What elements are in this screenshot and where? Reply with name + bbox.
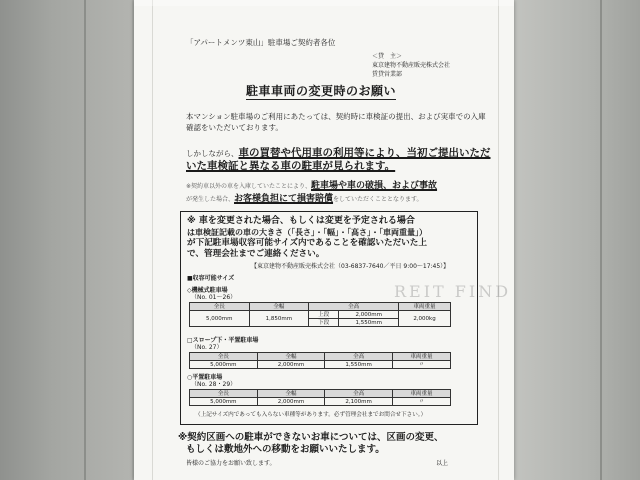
table-cell: 2,000mm (257, 398, 325, 406)
section-numbers: （No. 28・29） (191, 381, 237, 388)
table-header: 全高 (309, 303, 399, 311)
sender-label: ＜貸 主＞ (372, 53, 403, 60)
notice-line: ※ 車を変更された場合、もしくは変更を予定される場合 (187, 216, 415, 226)
notice-line: で、管理会社までご連絡ください。 (187, 249, 325, 259)
warning-emphasis: いた車検証と異なる車の駐車が見られます。 (186, 160, 396, 172)
liability-lead: ※契約車以外の車を入庫していたことにより、 (186, 183, 312, 190)
liability-line (186, 193, 423, 205)
table-cell: 下段 (309, 319, 339, 327)
table-cell: 2,000mm (257, 361, 325, 369)
concrete-wall-left (0, 0, 132, 480)
table-cell: 2,000mm (339, 311, 399, 319)
liability-lead: が発生した場合、 (186, 196, 235, 203)
intro-line: 本マンション駐車場のご利用にあたっては、契約時に車検証の提出、および実車での入庫 (186, 112, 486, 121)
sleeve-top (134, 0, 514, 6)
size-table-mechanical (189, 302, 451, 327)
page-title: 駐車車両の変更時のお願い (246, 84, 397, 98)
addressee: 「アパートメンツ東山」駐車場ご契約者各位 (186, 38, 336, 47)
table-cell: 〃 (392, 361, 450, 369)
section-name: ◇機械式駐車場 (187, 287, 228, 294)
notice-sheet (134, 0, 514, 480)
sheet-sleeve-edge (152, 0, 153, 480)
end-mark: 以上 (436, 460, 449, 467)
warning-line (186, 147, 491, 161)
sender-company: 東京建物不動産販売株式会社 (372, 62, 451, 69)
sheet-sleeve-edge (498, 0, 499, 480)
table-header: 全長 (190, 303, 250, 311)
contact-info: 【東京建物不動産販売株式会社（03-6837-7640／平日 9:00～17:45）】 (251, 263, 450, 270)
table-cell: 上段 (309, 311, 339, 319)
size-table-flat (189, 389, 451, 406)
intro-line: 確認をいただいております。 (186, 123, 283, 132)
size-table-slope (189, 352, 451, 369)
notice-line: は車検証記載の車の大きさ（「長さ」・「幅」・「高さ」・「車両重量」） (187, 228, 427, 237)
notice-box (180, 211, 478, 425)
liability-tail: をしていただくこととなります。 (333, 196, 423, 203)
table-header: 全幅 (257, 390, 325, 398)
table-cell: 5,000mm (190, 311, 250, 327)
sender-dept: 賃貸営業部 (372, 71, 403, 78)
liability-emphasis: お客様負担にて損害賠償 (234, 194, 334, 204)
table-cell: 1,850mm (249, 311, 309, 327)
table-header: 全高 (325, 390, 393, 398)
table-header: 車両重量 (399, 303, 451, 311)
liability-line (186, 180, 437, 192)
table-header: 全長 (190, 353, 258, 361)
table-header: 車両重量 (392, 353, 450, 361)
section-numbers: （No. 01～26） (191, 294, 237, 301)
table-header: 全幅 (257, 353, 325, 361)
notice-line: が下記駐車場収容可能サイズ内であることを確認いただいた上 (187, 238, 427, 248)
capacity-heading: ■収容可能サイズ (187, 275, 235, 282)
table-header: 車両重量 (392, 390, 450, 398)
warning-emphasis: 車の買替や代用車の利用等により、当初ご提出いただ (238, 147, 491, 159)
table-header: 全幅 (249, 303, 309, 311)
table-cell: 5,000mm (190, 361, 258, 369)
liability-emphasis: 駐車場や車の破損、および事故 (311, 181, 438, 191)
watermark: REIT FIND (394, 282, 512, 301)
table-cell: 5,000mm (190, 398, 258, 406)
table-header: 全長 (190, 390, 258, 398)
table-cell: 〃 (392, 398, 450, 406)
footer-warning: もしくは敷地外への移動をお願いいたします。 (186, 444, 385, 455)
section-numbers: （No. 27） (191, 344, 223, 351)
section-name: ○平置駐車場 (187, 374, 223, 381)
warning-lead: しかしながら、 (186, 149, 239, 158)
wall-seam (600, 0, 602, 480)
table-header: 全高 (325, 353, 393, 361)
size-caution: （上記サイズ内であっても入らない車種等があります。必ず管理会社までお問合せ下さい。） (195, 412, 427, 418)
table-cell: 1,550mm (339, 319, 399, 327)
closing-text: 皆様のご協力をお願い致します。 (186, 460, 276, 467)
footer-warning: ※契約区画への駐車ができないお車については、区画の変更、 (178, 432, 444, 443)
section-name: □スロープ下・平置駐車場 (187, 337, 259, 344)
table-cell: 2,100mm (325, 398, 393, 406)
concrete-wall-right (514, 0, 640, 480)
table-cell: 1,550mm (325, 361, 393, 369)
wall-seam (84, 0, 86, 480)
table-cell: 2,000kg (399, 311, 451, 327)
